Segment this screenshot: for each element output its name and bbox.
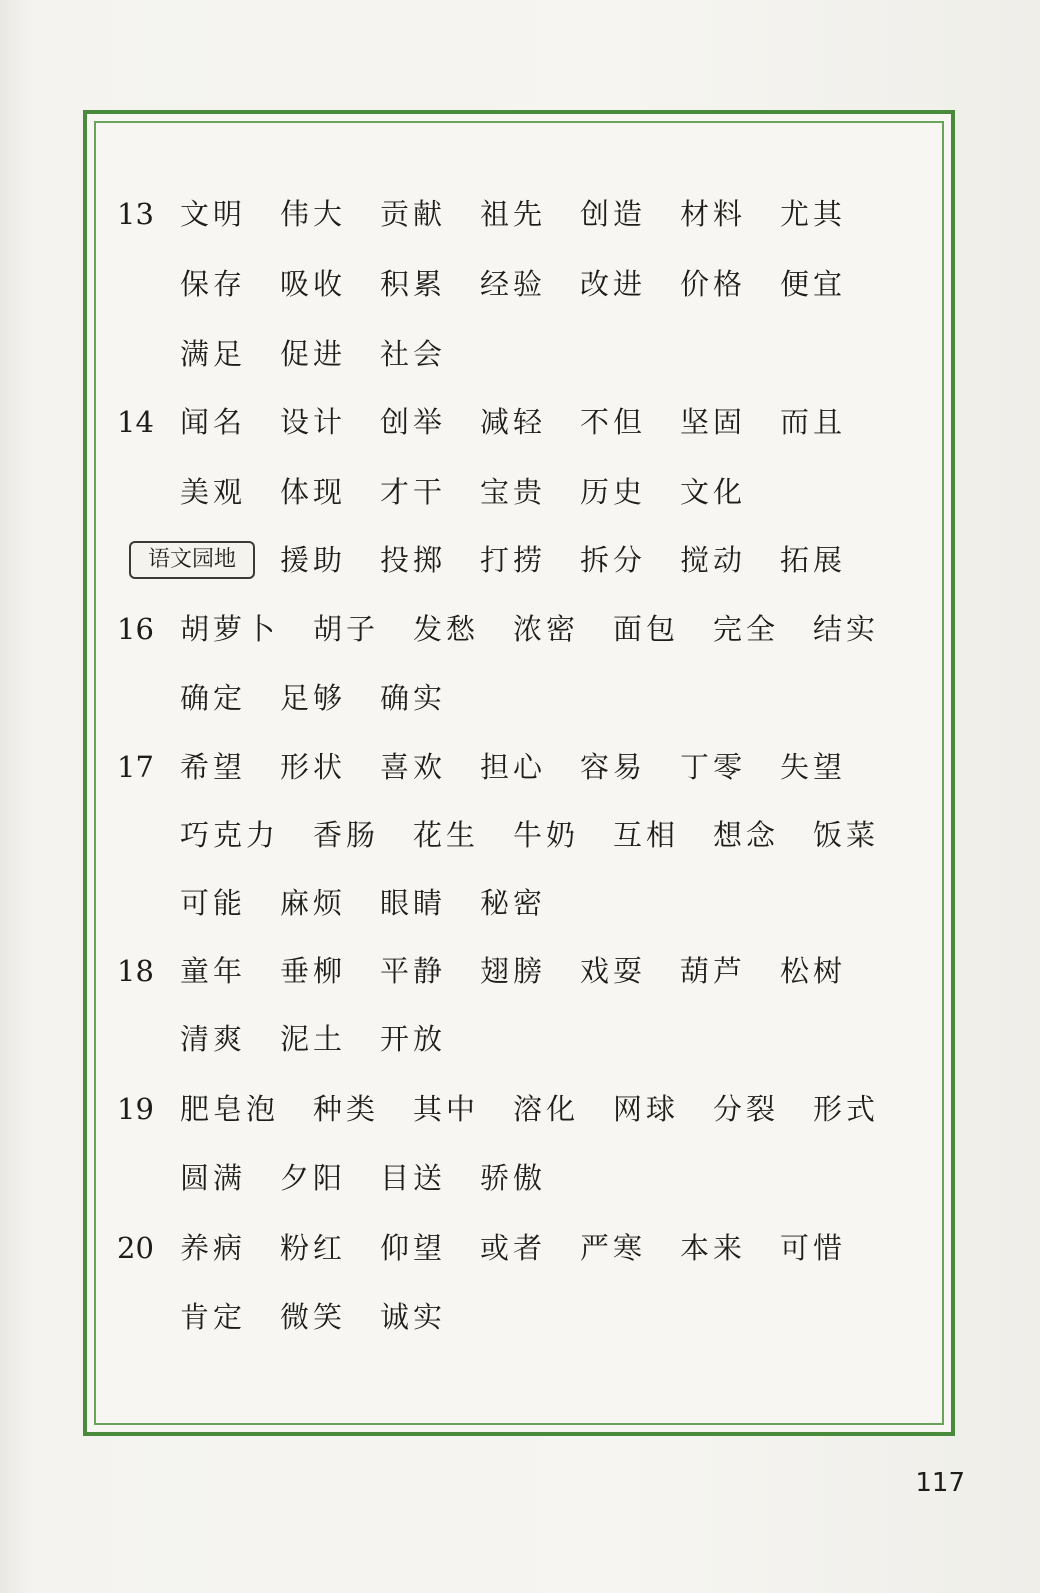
vocabulary-word: 社会 (380, 337, 447, 371)
vocabulary-word: 清爽 (180, 1022, 247, 1056)
vocabulary-word: 发愁 (413, 612, 480, 646)
vocabulary-word: 伟大 (280, 197, 347, 231)
vocabulary-word: 改进 (580, 267, 647, 301)
vocabulary-word: 文明 (180, 197, 247, 231)
vocabulary-word: 减轻 (480, 405, 547, 439)
vocabulary-word: 麻烦 (280, 886, 347, 920)
vocabulary-word: 贡献 (380, 197, 447, 231)
lesson-number: 16 (117, 612, 154, 646)
vocabulary-word: 圆满 (180, 1161, 247, 1195)
vocabulary-word: 互相 (613, 818, 680, 852)
vocabulary-word: 面包 (613, 612, 680, 646)
vocabulary-word: 夕阳 (280, 1161, 347, 1195)
vocabulary-word: 饭菜 (813, 818, 880, 852)
vocabulary-word: 泥土 (280, 1022, 347, 1056)
vocabulary-word: 粉红 (280, 1231, 347, 1265)
vocabulary-word: 葫芦 (680, 954, 747, 988)
vocabulary-word: 牛奶 (513, 818, 580, 852)
vocabulary-word: 诚实 (380, 1300, 447, 1334)
vocabulary-word: 价格 (680, 267, 747, 301)
lesson-number: 17 (117, 750, 154, 784)
vocabulary-word: 胡子 (313, 612, 380, 646)
vocabulary-word: 容易 (580, 750, 647, 784)
vocabulary-word: 种类 (313, 1092, 380, 1126)
vocabulary-word: 历史 (580, 475, 647, 509)
page-number: 117 (915, 1468, 965, 1498)
vocabulary-word: 拆分 (580, 543, 647, 577)
vocabulary-word: 打捞 (480, 543, 547, 577)
vocabulary-word: 体现 (280, 475, 347, 509)
vocabulary-word: 搅动 (680, 543, 747, 577)
vocabulary-word: 完全 (713, 612, 780, 646)
vocabulary-word: 垂柳 (280, 954, 347, 988)
vocabulary-word: 材料 (680, 197, 747, 231)
vocabulary-word: 目送 (380, 1161, 447, 1195)
vocabulary-word: 投掷 (380, 543, 447, 577)
vocabulary-word: 戏耍 (580, 954, 647, 988)
vocabulary-word: 巧克力 (180, 818, 280, 852)
vocabulary-word: 才干 (380, 475, 447, 509)
vocabulary-word: 尤其 (780, 197, 847, 231)
vocabulary-word: 闻名 (180, 405, 247, 439)
vocabulary-word: 结实 (813, 612, 880, 646)
vocabulary-word: 开放 (380, 1022, 447, 1056)
vocabulary-word: 分裂 (713, 1092, 780, 1126)
vocabulary-word: 香肠 (313, 818, 380, 852)
vocabulary-word: 翅膀 (480, 954, 547, 988)
vocabulary-word: 可能 (180, 886, 247, 920)
vocabulary-word: 秘密 (480, 886, 547, 920)
vocabulary-word: 足够 (280, 681, 347, 715)
vocabulary-word: 丁零 (680, 750, 747, 784)
vocabulary-word: 想念 (713, 818, 780, 852)
vocabulary-word: 援助 (280, 543, 347, 577)
lesson-number: 18 (117, 954, 154, 988)
vocabulary-word: 仰望 (380, 1231, 447, 1265)
vocabulary-word: 形式 (813, 1092, 880, 1126)
lesson-number: 14 (117, 405, 154, 439)
vocabulary-word: 美观 (180, 475, 247, 509)
lesson-number: 13 (117, 197, 154, 231)
vocabulary-word: 满足 (180, 337, 247, 371)
vocabulary-word: 经验 (480, 267, 547, 301)
vocabulary-word: 创举 (380, 405, 447, 439)
section-badge: 语文园地 (129, 541, 255, 579)
vocabulary-word: 喜欢 (380, 750, 447, 784)
vocabulary-word: 失望 (780, 750, 847, 784)
vocabulary-word: 网球 (613, 1092, 680, 1126)
vocabulary-word: 本来 (680, 1231, 747, 1265)
vocabulary-word: 肥皂泡 (180, 1092, 280, 1126)
vocabulary-word: 担心 (480, 750, 547, 784)
vocabulary-word: 微笑 (280, 1300, 347, 1334)
vocabulary-word: 可惜 (780, 1231, 847, 1265)
vocabulary-word: 吸收 (280, 267, 347, 301)
vocabulary-word: 其中 (413, 1092, 480, 1126)
lesson-number: 19 (117, 1092, 154, 1126)
vocabulary-word: 拓展 (780, 543, 847, 577)
vocabulary-word: 不但 (580, 405, 647, 439)
vocabulary-word: 坚固 (680, 405, 747, 439)
vocabulary-word: 形状 (280, 750, 347, 784)
vocabulary-word: 便宜 (780, 267, 847, 301)
vocabulary-word: 希望 (180, 750, 247, 784)
vocabulary-word: 松树 (780, 954, 847, 988)
vocabulary-word: 童年 (180, 954, 247, 988)
vocabulary-word: 确定 (180, 681, 247, 715)
vocabulary-word: 祖先 (480, 197, 547, 231)
vocabulary-word: 积累 (380, 267, 447, 301)
vocabulary-word: 严寒 (580, 1231, 647, 1265)
vocabulary-word: 宝贵 (480, 475, 547, 509)
vocabulary-word: 保存 (180, 267, 247, 301)
vocabulary-word: 创造 (580, 197, 647, 231)
vocabulary-word: 胡萝卜 (180, 612, 280, 646)
vocabulary-word: 平静 (380, 954, 447, 988)
vocabulary-word: 花生 (413, 818, 480, 852)
vocabulary-word: 浓密 (513, 612, 580, 646)
vocabulary-word: 文化 (680, 475, 747, 509)
vocabulary-word: 确实 (380, 681, 447, 715)
vocabulary-word: 或者 (480, 1231, 547, 1265)
lesson-number: 20 (117, 1231, 154, 1265)
vocabulary-word: 肯定 (180, 1300, 247, 1334)
vocabulary-word: 设计 (280, 405, 347, 439)
vocabulary-word: 溶化 (513, 1092, 580, 1126)
vocabulary-word: 促进 (280, 337, 347, 371)
vocabulary-word: 而且 (780, 405, 847, 439)
vocabulary-word: 眼睛 (380, 886, 447, 920)
vocabulary-word: 骄傲 (480, 1161, 547, 1195)
vocabulary-word: 养病 (180, 1231, 247, 1265)
